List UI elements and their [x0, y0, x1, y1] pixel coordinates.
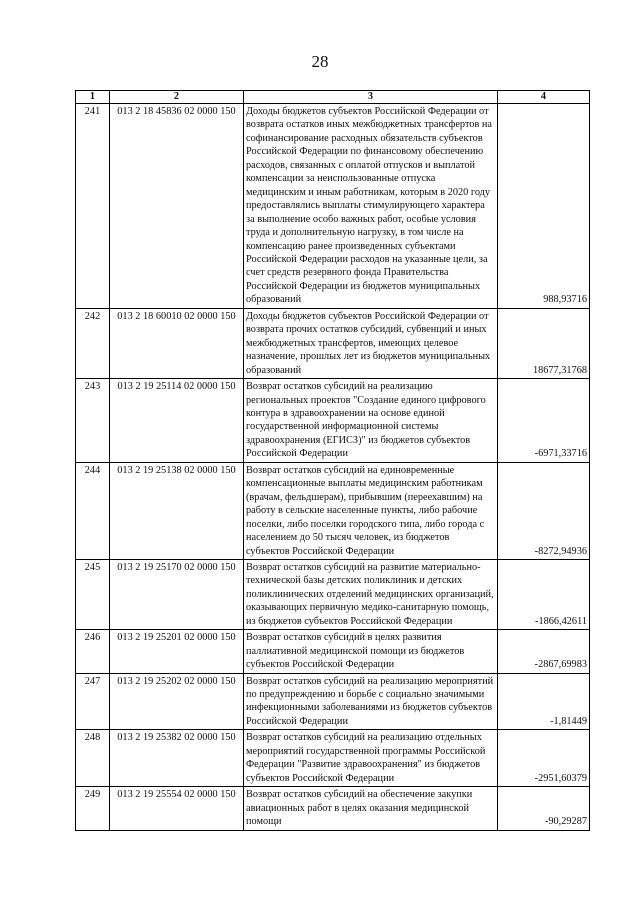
- row-description: Возврат остатков субсидий на единовременные компенсационные выплаты медицинским работникам (врачам, фельдшерам), прибывшим (переехавшим) на работу в сельские населенные пункты, либо рабочие поселки, либо поселки городского типа, либо города с населением до 50 тысяч человек, из бюджетов субъектов Российской Федерации: [244, 462, 498, 559]
- budget-table: [75, 90, 590, 831]
- row-description: Возврат остатков субсидий в целях развития паллиативной медицинской помощи из бюджетов субъектов Российской Федерации: [244, 630, 498, 673]
- budget-code: 013 2 19 25382 02 0000 150: [110, 730, 244, 787]
- budget-code: 013 2 18 60010 02 0000 150: [110, 308, 244, 378]
- budget-code: 013 2 18 45836 02 0000 150: [110, 104, 244, 309]
- row-number: 247: [76, 673, 110, 730]
- row-number: 244: [76, 462, 110, 559]
- row-number: 243: [76, 379, 110, 463]
- row-number: 246: [76, 630, 110, 673]
- row-amount: -1,81449: [498, 673, 590, 730]
- table-row: [76, 104, 590, 309]
- row-amount: 988,93716: [498, 104, 590, 309]
- row-description: Возврат остатков субсидий на реализацию региональных проектов "Создание единого цифрового контура в здравоохранении на основе единой государственной информационной системы здравоохранения (ЕГИСЗ)" из бюджетов субъектов Российской Федерации: [244, 379, 498, 463]
- row-number: 245: [76, 559, 110, 629]
- row-description: Возврат остатков субсидий на реализацию мероприятий по предупреждению и борьбе с социально значимыми инфекционными заболеваниями из бюджетов субъектов Российской Федерации: [244, 673, 498, 730]
- row-amount: 18677,31768: [498, 308, 590, 378]
- budget-code: 013 2 19 25554 02 0000 150: [110, 787, 244, 830]
- row-number: 248: [76, 730, 110, 787]
- row-amount: -2951,60379: [498, 730, 590, 787]
- table-row: [76, 630, 590, 673]
- row-description: Доходы бюджетов субъектов Российской Федерации от возврата прочих остатков субсидий, субвенций и иных межбюджетных трансфертов, имеющих целевое назначение, прошлых лет из бюджетов муниципальных образований: [244, 308, 498, 378]
- row-description: Возврат остатков субсидий на обеспечение закупки авиационных работ в целях оказания медицинской помощи: [244, 787, 498, 830]
- budget-code: 013 2 19 25201 02 0000 150: [110, 630, 244, 673]
- column-header-description: 3: [244, 91, 498, 104]
- budget-code: 013 2 19 25114 02 0000 150: [110, 379, 244, 463]
- row-number: 241: [76, 104, 110, 309]
- table-row: [76, 462, 590, 559]
- column-header-code: 2: [110, 91, 244, 104]
- table-row: [76, 673, 590, 730]
- row-amount: -1866,42611: [498, 559, 590, 629]
- row-amount: -2867,69983: [498, 630, 590, 673]
- row-description: Возврат остатков субсидий на развитие материально-технической базы детских поликлиник и детских поликлинических отделений медицинских организаций, оказывающих первичную медико-санитарную помощь, из бюджетов субъектов Российской Федерации: [244, 559, 498, 629]
- column-header-amount: 4: [498, 91, 590, 104]
- table-row: [76, 787, 590, 830]
- row-number: 242: [76, 308, 110, 378]
- row-amount: -8272,94936: [498, 462, 590, 559]
- row-number: 249: [76, 787, 110, 830]
- table-row: [76, 308, 590, 378]
- row-description: Возврат остатков субсидий на реализацию отдельных мероприятий государственной программы Российской Федерации "Развитие здравоохранения" из бюджетов субъектов Российской Федерации: [244, 730, 498, 787]
- budget-code: 013 2 19 25202 02 0000 150: [110, 673, 244, 730]
- table-row: [76, 559, 590, 629]
- budget-code: 013 2 19 25138 02 0000 150: [110, 462, 244, 559]
- row-description: Доходы бюджетов субъектов Российской Федерации от возврата остатков иных межбюджетных трансфертов на софинансирование расходных обязательств субъектов Российской Федерации по финансовому обеспечению расходов, связанных с оплатой отпусков и выплатой компенсации за неиспользованные отпуска медицинским и иным работникам, которым в 2020 году предоставлялись выплаты стимулирующего характера за выполнение особо важных работ, особые условия труда и дополнительную нагрузку, в том числе на компенсацию ранее произведенных субъектами Российской Федерации расходов на указанные цели, за счет средств резервного фонда Правительства Российской Федерации из бюджетов муниципальных образований: [244, 104, 498, 309]
- column-header-number: 1: [76, 91, 110, 104]
- table-row: [76, 379, 590, 463]
- row-amount: -90,29287: [498, 787, 590, 830]
- table-row: [76, 730, 590, 787]
- budget-code: 013 2 19 25170 02 0000 150: [110, 559, 244, 629]
- row-amount: -6971,33716: [498, 379, 590, 463]
- page-number: 28: [311, 52, 329, 71]
- table-header-row: [76, 91, 590, 104]
